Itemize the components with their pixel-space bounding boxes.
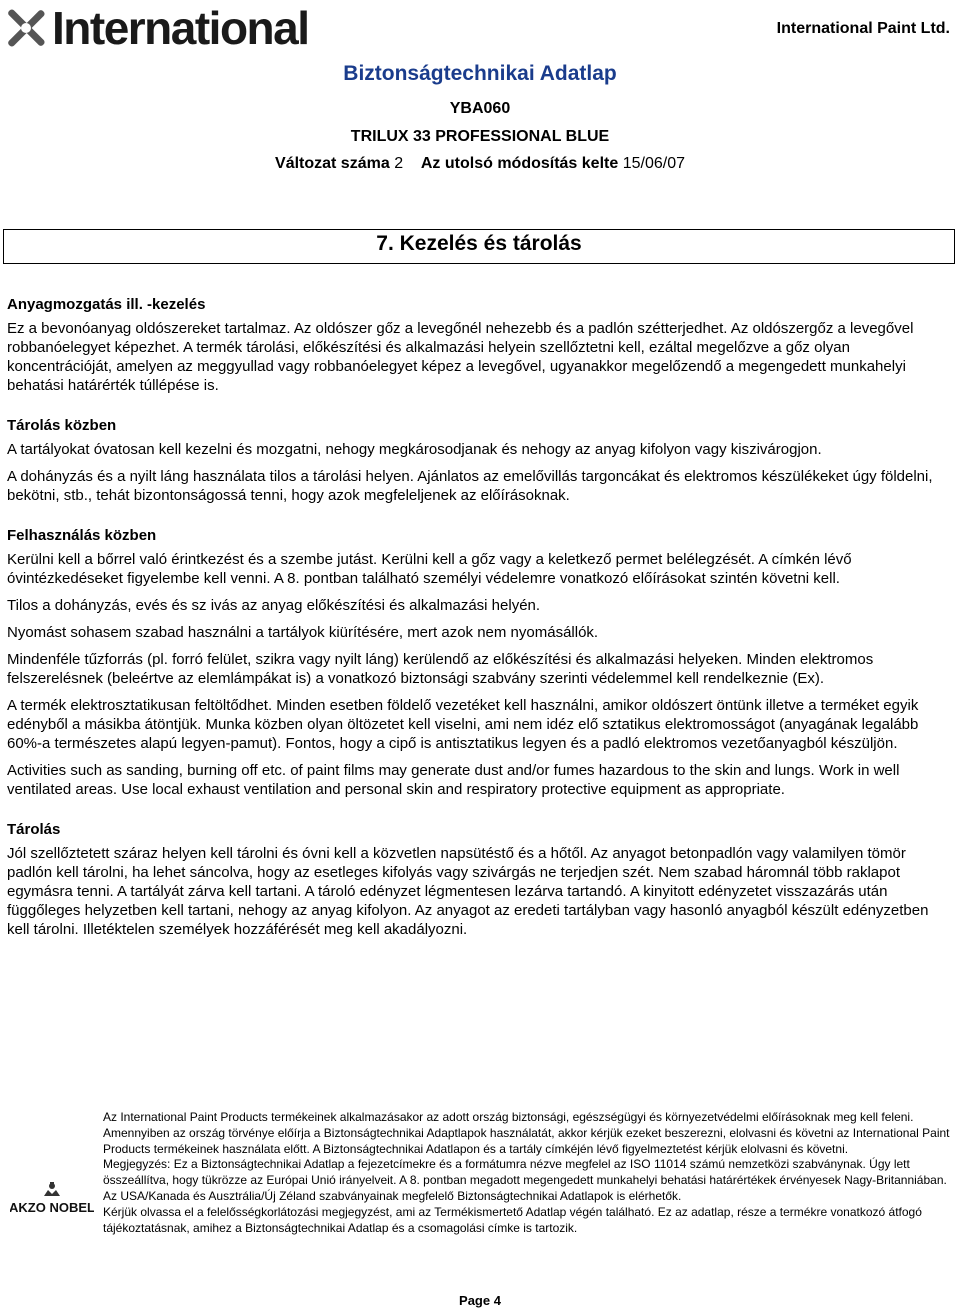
footer-note-4: Kérjük olvassa el a felelősségkorlátozási megjegyzést, ami az Termékismertető Adatlap végén található. Ez az adatlap, része a termékre vonatkozó átfogó tájékoztatásnak, amihez a Biztonságtechnikai Adatlap és a csomagolási címke is tartozik. [103,1204,922,1235]
storage-during-heading: Tárolás közben [7,417,117,434]
usage-during-p5: A termék elektrosztatikusan feltöltődhet. Minden esetben földelő vezetéket kell használni, amikor oldószert öntünk illetve a terméket egyik edényből a másikba átöntjük. Munka közben olyan öltözetet kell viselni, ami nem idéz elő sztatikus elektromosságot (anyagának legalább 60%-a természetes alapú legyen-pamut). Fontos, hogy a cipő is antisztatikus legyen és a padló elektromos vezetőanyagból készüljön. [7,697,919,752]
footer-note-3: Megjegyzés: Ez a Biztonságtechnikai Adatlap a fejezetcímekre és a formátumra nézve megfelel az ISO 11014 számú nemzetközi szabványnak. Úgy lett összeállítva, hogy tükrözze az Európai Unió irányelveit. A 8. pontban megadott megengedett munkahelyi behatási határértékek érvényesek Nagy-Britanniában. Az USA/Kanada és Ausztrália/Új Zéland szabványainak megfelelő Biztonságtechnikai Adatlapok is elérhetők. [103,1157,947,1203]
section-title: 7. Kezelés és tárolás [376,232,582,255]
footer-notes [103,1110,953,1236]
storage-heading: Tárolás [7,821,61,838]
international-logo [6,4,309,52]
usage-during-p2: Tilos a dohányzás, evés és sz ivás az anyag előkészítési és alkalmazási helyén. [7,597,541,614]
usage-during-p3: Nyomást sohasem szabad használni a tartályok kiürítésére, mert azok nem nyomásállók. [7,624,599,641]
storage-during-p2: A dohányzás és a nyilt láng használata tilos a tárolási helyen. Ajánlatos az emelővillás targoncákat és elektromos készülékeket úgy földelni, bekötni, stb., tehát bizontonságossá tenni, hogy azok megfeleljenek az előírásoknak. [7,468,933,504]
akzo-nobel-wordmark: AKZO NOBEL [10,1200,94,1215]
international-x-logo-icon [6,8,46,48]
page-number: Page 4 [459,1293,501,1308]
usage-during-p4: Mindenféle tűzforrás (pl. forró felület, szikra vagy nyilt láng) kerülendő az előkészítési és alkalmazási helyeken. Minden elektromos felszerelésnek (beleértve az elemlámpákat is) a vonatkozó biztonsági szabvány szerinti védelemmel kell rendelkeznie (Ex). [7,651,874,687]
document-title: Biztonságtechnikai Adatlap [343,62,617,85]
version-value: 2 [394,155,404,172]
usage-during-heading: Felhasználás közben [7,527,157,544]
section-content [7,296,951,947]
version-line [0,155,960,173]
footer-note-1: Az International Paint Products termékeinek alkalmazásakor az adott ország biztonsági, egészségügyi és környezetvédelmi előírásoknak meg kell feleni. [103,1110,914,1124]
version-label: Változat száma [275,155,390,172]
storage-during-p1: A tartályokat óvatosan kell kezelni és mozgatni, nehogy megkárosodjanak és nehogy az anyag kifolyon vagy kiszivárogjon. [7,441,822,458]
logo-wordmark: International [52,2,309,54]
revised-value: 15/06/07 [622,155,685,172]
company-name: International Paint Ltd. [776,20,950,37]
usage-during-p1: Kerülni kell a bőrrel való érintkezést és a szembe jutást. Kerülni kell a gőz vagy a keletkező permet belélegzését. A címkén lévő óvintézkedéseket figyelembe kell venni. A 8. pontban található személyi védelemre vonatkozó előírásokat szintén követni kell. [7,551,852,587]
footer-note-2: Amennyiben az ország törvénye előírja a Biztonságtechnikai Adaptlapok használatát, akkor kérjük ezeket beszerezni, elolvasni és követni az International Paint Products termékeinek használata előtt. A Biztonságtechnikai Adatlapon és a tartály címkéjén lévő figyelmeztetést kérjük elolvasni és követni. [103,1125,950,1156]
product-name: TRILUX 33 PROFESSIONAL BLUE [350,128,610,145]
storage-text: Jól szellőztetett száraz helyen kell tárolni és óvni kell a közvetlen napsütéstő és a hőtől. Az anyagot betonpadlón vagy valamilyen tömör padlón kell tárolni, ha lehet sáncolva, hogy az esetleges kifolyás vagy szivárgás ne terjedjen szét. Nem szabad háromnál több raklapot egymásra tenni. A tartályát zárva kell tartani. A tároló edényzet légmentesen lezárva tartandó. A kinyitott edényzetet visszazárás után függőleges helyzetben kell tartani, nehogy az anyag kifolyon. Az anyagot az eredeti tartályban vagy hasonló anyagból készült edényzetben kell tárolni. Illetéktelen személyek hozzáférését meg kell akadályozni. [7,845,929,938]
revised-label: Az utolsó módosítás kelte [420,155,619,172]
handling-heading: Anyagmozgatás ill. -kezelés [7,296,206,313]
akzo-nobel-logo-icon [10,1178,94,1218]
section-header-box [3,229,955,264]
usage-during-p6: Activities such as sanding, burning off etc. of paint films may generate dust and/or fumes hazardous to the skin and lungs. Work in well ventilated areas. Use local exhaust ventilation and personal skin and respiratory protective equipment as appropriate. [7,762,900,798]
handling-text: Ez a bevonóanyag oldószereket tartalmaz. Az oldószer gőz a levegőnél nehezebb és a padlón szétterjedhet. Az oldószergőz a levegővel robbanóelegyet képezhet. A termék tárolási, előkészítési és alkalmazási helyein szellőztetni kell, ezáltal megelőzve a gőz olyan koncentrációját, amelyen az meggyullad vagy robbanóelegyet képez a levegővel, ugyanakkor megelőzendő a megengedett munkahelyi behatási határérték túllépése is. [7,320,914,394]
product-code: YBA060 [449,100,511,117]
